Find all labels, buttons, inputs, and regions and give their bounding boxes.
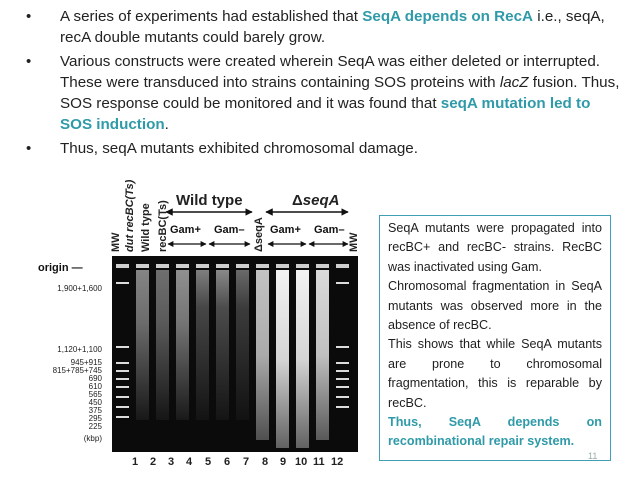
lane-number: 7 [243, 456, 250, 468]
note-line-3: This shows that while SeqA mutants are prone to chromosomal fragmentation, this is reparable by recBC. [388, 337, 602, 410]
bullet-dot: • [26, 53, 32, 70]
lane-header-wild-type: Wild type [140, 203, 152, 252]
bullet-list [22, 6, 622, 162]
note-conclusion: Thus, SeqA depends on recombinational repair system. [388, 415, 602, 449]
lane-number: 11 [313, 456, 325, 468]
group-title-delta-seqa: ΔseqA [292, 192, 340, 209]
group-title-wild-type: Wild type [176, 192, 243, 209]
lane-number: 3 [168, 456, 175, 468]
lane-number: 8 [262, 456, 269, 468]
lane-header-dut-recbc: dut recBC(Ts) [124, 179, 136, 252]
highlight-seqa-reca: SeqA depends on RecA [362, 8, 533, 25]
gel-figure [38, 179, 376, 476]
lane-number: 6 [224, 456, 231, 468]
lane-header-mw: MW [110, 232, 122, 252]
lane-number: 10 [295, 456, 308, 468]
highlight-sos-induction: seqA mutation led to SOS induction [60, 95, 591, 133]
sub-label-gam-minus-1: Gam– [214, 224, 245, 236]
lane-number: 1 [132, 456, 139, 468]
slide-number: 11 [588, 451, 598, 461]
size-label: 295 [88, 414, 102, 423]
size-label: 945+915 [70, 358, 102, 367]
size-label: 1,900+1,600 [57, 284, 102, 293]
sub-label-gam-minus-2: Gam– [314, 224, 345, 236]
size-label: 450 [88, 398, 102, 407]
size-label: 815+785+745 [52, 366, 102, 375]
bullet-2: • Various constructs were created wherein SeqA was either deleted or interrupted. These were transduced into strains containing SOS proteins with lacZ fusion. Thus, SOS response could be monitored and it was found that seqA mutation led to SOS induction. [26, 53, 620, 133]
lane-header-delta-seqa: ΔseqA [253, 217, 265, 252]
size-label: 690 [88, 374, 102, 383]
size-label: 375 [88, 406, 102, 415]
lane-number: 12 [331, 456, 344, 468]
sub-label-gam-plus-1: Gam+ [170, 224, 201, 236]
note-line-1: SeqA mutants were propagated into recBC+ and recBC- strains. RecBC was inactivated using Gam. [388, 221, 602, 274]
sub-label-gam-plus-2: Gam+ [270, 224, 301, 236]
annotation-box [379, 215, 611, 461]
lane-number: 2 [150, 456, 157, 468]
lane-number: 4 [186, 456, 193, 468]
lane-header-recbc: recBC(Ts) [157, 200, 169, 252]
bullet-1: • A series of experiments had established that SeqA depends on RecA i.e., seqA, recA double mutants could barely grow. [26, 8, 605, 46]
note-line-2: Chromosomal fragmentation in SeqA mutants was observed more in the absence of recBC. [388, 279, 602, 333]
gel-image [112, 256, 358, 452]
size-label: 225 [88, 422, 102, 431]
bullet-3: • Thus, seqA mutants exhibited chromosomal damage. [26, 140, 418, 157]
lane-header-mw-right: MW [348, 232, 360, 252]
size-label: 610 [88, 382, 102, 391]
size-label: (kbp) [83, 434, 102, 443]
bullet-dot: • [26, 8, 32, 25]
lane-number: 5 [205, 456, 212, 468]
size-label: 565 [88, 390, 102, 399]
lacz-italic: lacZ [499, 74, 529, 91]
lane-number: 9 [280, 456, 287, 468]
size-label: 1,120+1,100 [57, 345, 102, 354]
origin-label: origin — [38, 262, 83, 274]
bullet-dot: • [26, 140, 32, 157]
